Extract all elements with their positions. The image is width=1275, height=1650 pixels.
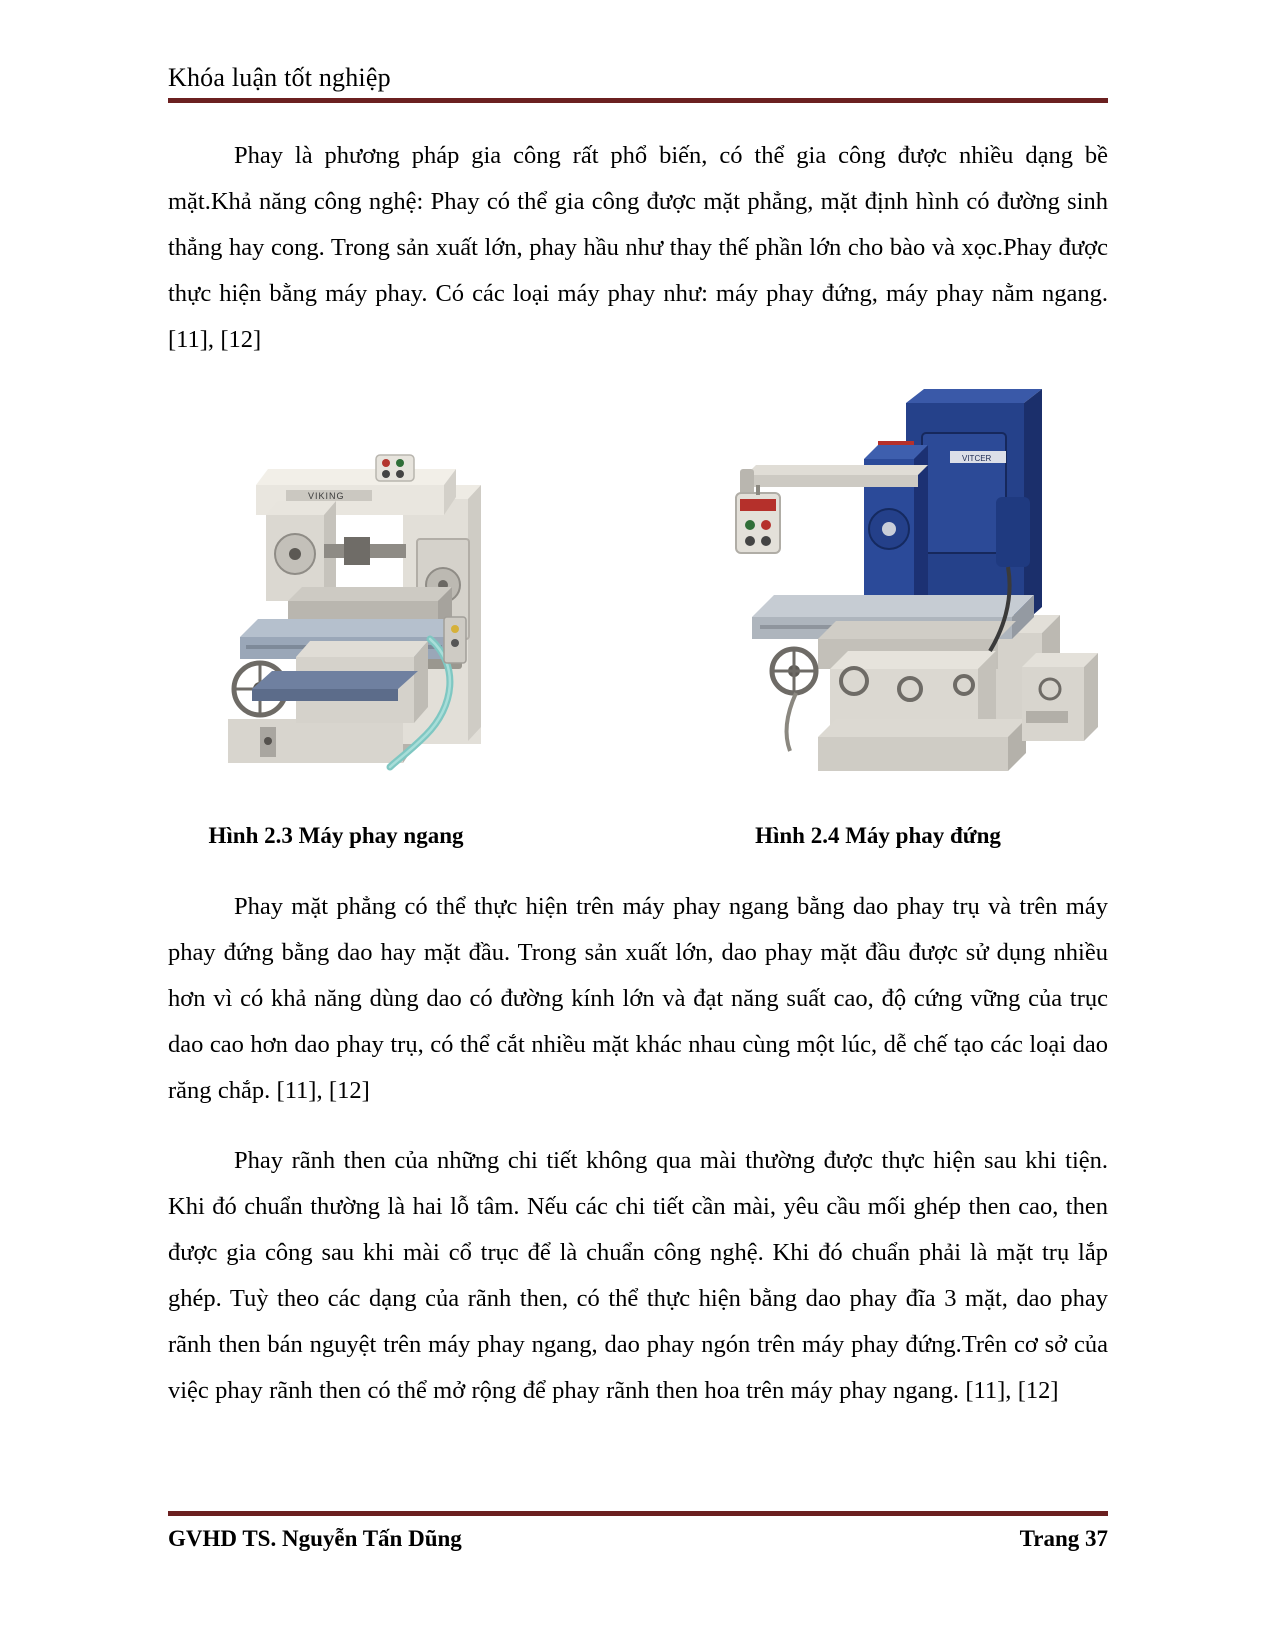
page-footer: [168, 1511, 1108, 1554]
vertical-milling-machine-icon: [678, 389, 1108, 804]
svg-text:VIKING: VIKING: [308, 491, 345, 501]
svg-text:VITCER: VITCER: [962, 454, 992, 463]
page-header: [168, 62, 1108, 103]
footer-advisor: GVHD TS. Nguyễn Tấn Dũng: [168, 1526, 462, 1551]
footer-rule: [168, 1511, 1108, 1516]
figure-group: [168, 389, 1108, 850]
figure-2-4-caption: Hình 2.4 Máy phay đứng: [755, 823, 1001, 848]
footer-row: [168, 1524, 1108, 1554]
paragraph-1: Phay là phương pháp gia công rất phổ biến, có thể gia công được nhiều dạng bề mặt.Khả năng công nghệ: Phay có thể gia công được mặt phẳng, mặt định hình có đường sinh thẳng hay cong. Trong sản xuất lớn, phay hầu như thay thế phần lớn cho bào và xọc.Phay được thực hiện bằng máy phay. Có các loại máy phay như: máy phay đứng, máy phay nằm ngang. [11], [12]: [168, 142, 1108, 353]
paragraph-3: Phay rãnh then của những chi tiết không qua mài thường được thực hiện sau khi tiện. Khi đó chuẩn thường là hai lỗ tâm. Nếu các chi tiết cần mài, yêu cầu mối ghép then cao, then được gia công sau khi mài cổ trục để là chuẩn công nghệ. Khi đó chuẩn phải là mặt trụ lắp ghép. Tuỳ theo các dạng của rãnh then, có thể thực hiện bằng dao phay đĩa 3 mặt, dao phay rãnh then bán nguyệt trên máy phay ngang, dao phay ngón trên máy phay đứng.Trên cơ sở của việc phay rãnh then có thể mở rộng để phay rãnh then hoa trên máy phay ngang. [11], [12]: [168, 1147, 1108, 1404]
figure-2-3-image: [168, 389, 498, 804]
figure-2-4: [678, 389, 1108, 850]
horizontal-milling-machine-icon: [168, 389, 498, 804]
figure-2-4-image: [678, 389, 1108, 804]
page-content: [168, 133, 1108, 1414]
footer-page-number: Trang 37: [1019, 1526, 1108, 1551]
paragraph-2: Phay mặt phẳng có thể thực hiện trên máy phay ngang bằng dao phay trụ và trên máy phay đứng bằng dao hay mặt đầu. Trong sản xuất lớn, dao phay mặt đầu được sử dụng nhiều hơn vì có khả năng dùng dao có đường kính lớn và đạt năng suất cao, độ cứng vững của trục dao cao hơn dao phay trụ, có thể cắt nhiều mặt khác nhau cùng một lúc, dễ chế tạo các loại dao răng chắp. [11], [12]: [168, 893, 1108, 1104]
header-rule: [168, 98, 1108, 103]
figure-2-3: [168, 389, 498, 850]
header-title: Khóa luận tốt nghiệp: [168, 63, 391, 92]
figure-2-3-caption: Hình 2.3 Máy phay ngang: [208, 823, 464, 848]
